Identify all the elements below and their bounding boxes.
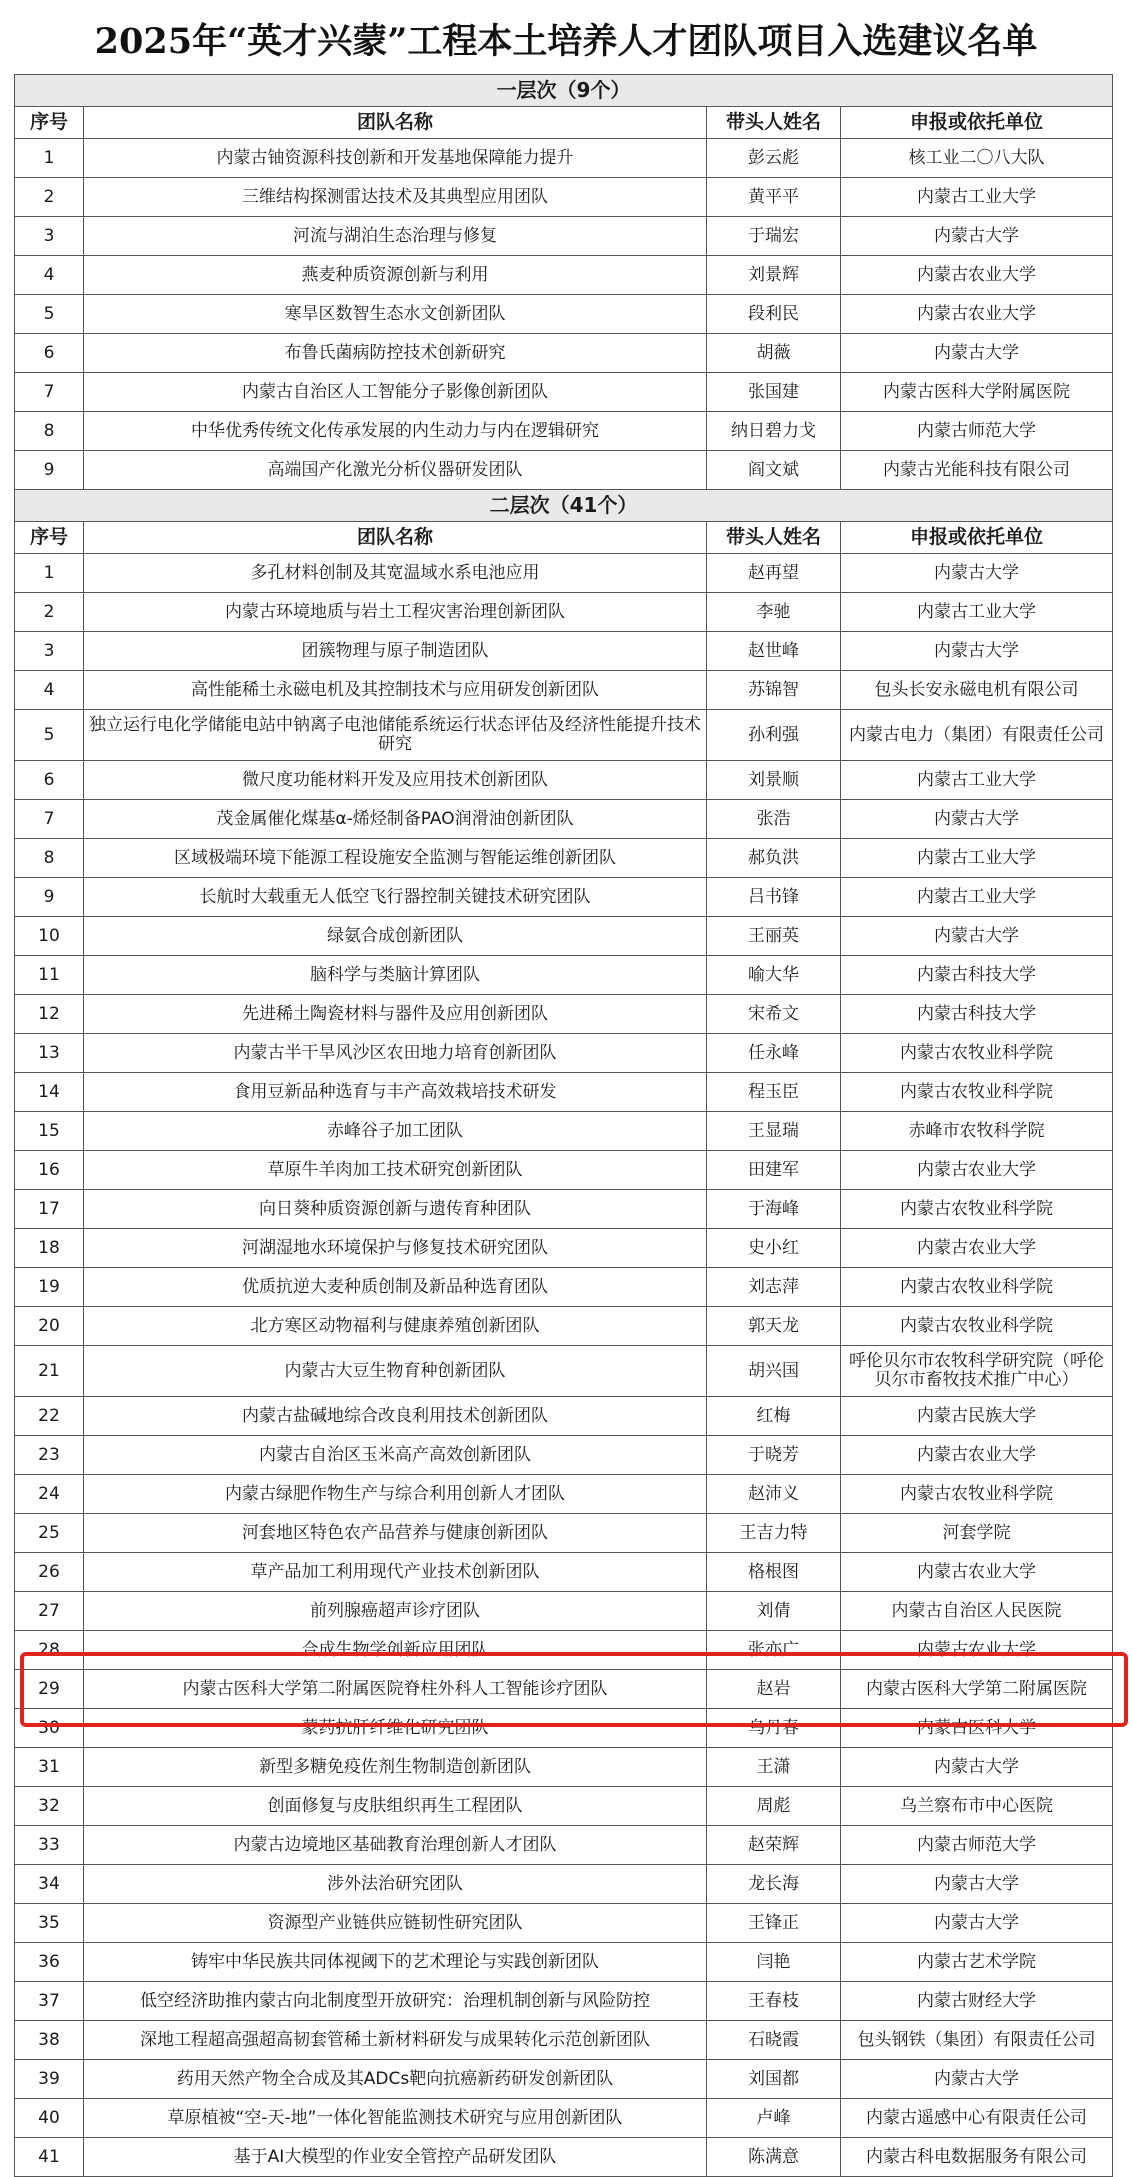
row-number: 29 [15, 1670, 84, 1709]
row-number: 30 [15, 1709, 84, 1748]
row-number: 41 [15, 2138, 84, 2177]
row-number: 34 [15, 1865, 84, 1904]
table-row [15, 1631, 1113, 1670]
row-number: 28 [15, 1631, 84, 1670]
team-name: 长航时大载重无人低空飞行器控制关键技术研究团队 [84, 878, 707, 917]
leader-name: 胡兴国 [707, 1346, 841, 1397]
team-name: 铸牢中华民族共同体视阈下的艺术理论与实践创新团队 [84, 1943, 707, 1982]
row-number: 11 [15, 956, 84, 995]
row-number: 14 [15, 1073, 84, 1112]
table-row [15, 1592, 1113, 1631]
leader-name: 孙利强 [707, 710, 841, 761]
table-row [15, 1748, 1113, 1787]
page-title: 2025年“英才兴蒙”工程本土培养人才团队项目入选建议名单 [94, 21, 1038, 62]
unit-name: 内蒙古师范大学 [841, 412, 1113, 451]
leader-name: 于海峰 [707, 1190, 841, 1229]
table-row [15, 2138, 1113, 2177]
section-row [15, 490, 1113, 522]
row-number: 6 [15, 761, 84, 800]
leader-name: 阎文斌 [707, 451, 841, 490]
team-name: 涉外法治研究团队 [84, 1865, 707, 1904]
table-row [15, 1034, 1113, 1073]
team-name: 中华优秀传统文化传承发展的内生动力与内在逻辑研究 [84, 412, 707, 451]
table-row [15, 1073, 1113, 1112]
row-number: 1 [15, 554, 84, 593]
leader-name: 王吉力特 [707, 1514, 841, 1553]
unit-name: 包头钢铁（集团）有限责任公司 [841, 2021, 1113, 2060]
table-row [15, 1787, 1113, 1826]
leader-name: 赵再望 [707, 554, 841, 593]
row-number: 3 [15, 217, 84, 256]
unit-name: 内蒙古工业大学 [841, 761, 1113, 800]
table-row [15, 139, 1113, 178]
team-name: 资源型产业链供应链韧性研究团队 [84, 1904, 707, 1943]
team-name: 团簇物理与原子制造团队 [84, 632, 707, 671]
table-row [15, 256, 1113, 295]
leader-name: 刘志萍 [707, 1268, 841, 1307]
table-row [15, 1397, 1113, 1436]
row-number: 2 [15, 178, 84, 217]
row-number: 6 [15, 334, 84, 373]
leader-name: 程玉臣 [707, 1073, 841, 1112]
unit-name: 内蒙古农牧业科学院 [841, 1190, 1113, 1229]
leader-name: 李驰 [707, 593, 841, 632]
unit-name: 内蒙古农业大学 [841, 1553, 1113, 1592]
row-number: 2 [15, 593, 84, 632]
table-row [15, 995, 1113, 1034]
team-name: 独立运行电化学储能电站中钠离子电池储能系统运行状态评估及经济性能提升技术研究 [84, 710, 707, 761]
leader-name: 黄平平 [707, 178, 841, 217]
team-name: 河流与湖泊生态治理与修复 [84, 217, 707, 256]
team-name: 基于AI大模型的作业安全管控产品研发团队 [84, 2138, 707, 2177]
unit-name: 内蒙古科技大学 [841, 956, 1113, 995]
leader-name: 田建军 [707, 1151, 841, 1190]
team-name: 寒旱区数智生态水文创新团队 [84, 295, 707, 334]
team-name: 内蒙古半干旱风沙区农田地力培育创新团队 [84, 1034, 707, 1073]
table-row [15, 1943, 1113, 1982]
team-name: 高性能稀土永磁电机及其控制技术与应用研发创新团队 [84, 671, 707, 710]
row-number: 13 [15, 1034, 84, 1073]
team-name: 前列腺癌超声诊疗团队 [84, 1592, 707, 1631]
row-number: 5 [15, 710, 84, 761]
unit-name: 内蒙古大学 [841, 917, 1113, 956]
row-number: 9 [15, 878, 84, 917]
unit-name: 内蒙古农牧业科学院 [841, 1073, 1113, 1112]
team-name: 绿氨合成创新团队 [84, 917, 707, 956]
row-number: 33 [15, 1826, 84, 1865]
team-name: 内蒙古铀资源科技创新和开发基地保障能力提升 [84, 139, 707, 178]
header-row [15, 522, 1113, 554]
row-number: 40 [15, 2099, 84, 2138]
unit-name: 内蒙古大学 [841, 632, 1113, 671]
table-row [15, 956, 1113, 995]
table-row [15, 1514, 1113, 1553]
leader-name: 卢峰 [707, 2099, 841, 2138]
leader-name: 王丽英 [707, 917, 841, 956]
table-row [15, 761, 1113, 800]
table-row [15, 1982, 1113, 2021]
row-number: 32 [15, 1787, 84, 1826]
row-number: 36 [15, 1943, 84, 1982]
table-row [15, 593, 1113, 632]
leader-name: 段利民 [707, 295, 841, 334]
team-name: 内蒙古自治区人工智能分子影像创新团队 [84, 373, 707, 412]
table-row [15, 334, 1113, 373]
table-row [15, 632, 1113, 671]
unit-name: 内蒙古大学 [841, 1748, 1113, 1787]
team-name: 三维结构探测雷达技术及其典型应用团队 [84, 178, 707, 217]
team-name: 先进稀土陶瓷材料与器件及应用创新团队 [84, 995, 707, 1034]
table-row [15, 1436, 1113, 1475]
leader-name: 胡薇 [707, 334, 841, 373]
table-row [15, 1670, 1113, 1709]
team-name: 向日葵种质资源创新与遗传育种团队 [84, 1190, 707, 1229]
row-number: 22 [15, 1397, 84, 1436]
table-row [15, 1553, 1113, 1592]
table-row [15, 917, 1113, 956]
team-name: 脑科学与类脑计算团队 [84, 956, 707, 995]
row-number: 23 [15, 1436, 84, 1475]
leader-name: 刘国都 [707, 2060, 841, 2099]
leader-name: 赵世峰 [707, 632, 841, 671]
unit-name: 内蒙古民族大学 [841, 1397, 1113, 1436]
leader-name: 闫艳 [707, 1943, 841, 1982]
unit-name: 赤峰市农牧科学院 [841, 1112, 1113, 1151]
team-name: 河套地区特色农产品营养与健康创新团队 [84, 1514, 707, 1553]
unit-name: 乌兰察布市中心医院 [841, 1787, 1113, 1826]
row-number: 27 [15, 1592, 84, 1631]
leader-name: 石晓霞 [707, 2021, 841, 2060]
table-row [15, 2021, 1113, 2060]
leader-name: 郭天龙 [707, 1307, 841, 1346]
table-row [15, 412, 1113, 451]
unit-name: 内蒙古工业大学 [841, 593, 1113, 632]
unit-name: 内蒙古医科大学附属医院 [841, 373, 1113, 412]
header-unit: 申报或依托单位 [841, 107, 1113, 139]
unit-name: 内蒙古财经大学 [841, 1982, 1113, 2021]
row-number: 9 [15, 451, 84, 490]
unit-name: 内蒙古师范大学 [841, 1826, 1113, 1865]
team-name: 内蒙古环境地质与岩土工程灾害治理创新团队 [84, 593, 707, 632]
team-name: 茂金属催化煤基α-烯烃制备PAO润滑油创新团队 [84, 800, 707, 839]
unit-name: 核工业二〇八大队 [841, 139, 1113, 178]
unit-name: 内蒙古农业大学 [841, 1436, 1113, 1475]
team-name: 高端国产化激光分析仪器研发团队 [84, 451, 707, 490]
header-leader: 带头人姓名 [707, 522, 841, 554]
team-name: 多孔材料创制及其宽温域水系电池应用 [84, 554, 707, 593]
section-label: 一层次（9个） [15, 75, 1113, 107]
leader-name: 张亦广 [707, 1631, 841, 1670]
table-row [15, 1904, 1113, 1943]
team-name: 内蒙古绿肥作物生产与综合利用创新人才团队 [84, 1475, 707, 1514]
team-name: 药用天然产物全合成及其ADCs靶向抗癌新药研发创新团队 [84, 2060, 707, 2099]
team-name: 区域极端环境下能源工程设施安全监测与智能运维创新团队 [84, 839, 707, 878]
unit-name: 内蒙古科电数据服务有限公司 [841, 2138, 1113, 2177]
table-row [15, 373, 1113, 412]
team-name: 内蒙古边境地区基础教育治理创新人才团队 [84, 1826, 707, 1865]
row-number: 7 [15, 373, 84, 412]
leader-name: 王锋正 [707, 1904, 841, 1943]
header-leader: 带头人姓名 [707, 107, 841, 139]
leader-name: 宋希文 [707, 995, 841, 1034]
leader-name: 张国建 [707, 373, 841, 412]
table-row [15, 1475, 1113, 1514]
row-number: 31 [15, 1748, 84, 1787]
unit-name: 内蒙古工业大学 [841, 178, 1113, 217]
unit-name: 内蒙古大学 [841, 2060, 1113, 2099]
team-name: 合成生物学创新应用团队 [84, 1631, 707, 1670]
unit-name: 内蒙古农业大学 [841, 1631, 1113, 1670]
team-name: 创面修复与皮肤组织再生工程团队 [84, 1787, 707, 1826]
row-number: 38 [15, 2021, 84, 2060]
row-number: 5 [15, 295, 84, 334]
unit-name: 内蒙古农牧业科学院 [841, 1475, 1113, 1514]
leader-name: 刘景顺 [707, 761, 841, 800]
row-number: 39 [15, 2060, 84, 2099]
unit-name: 内蒙古大学 [841, 800, 1113, 839]
row-number: 35 [15, 1904, 84, 1943]
unit-name: 内蒙古艺术学院 [841, 1943, 1113, 1982]
unit-name: 内蒙古农牧业科学院 [841, 1268, 1113, 1307]
section-label: 二层次（41个） [15, 490, 1113, 522]
row-number: 3 [15, 632, 84, 671]
unit-name: 内蒙古自治区人民医院 [841, 1592, 1113, 1631]
unit-name: 内蒙古农牧业科学院 [841, 1307, 1113, 1346]
table-row [15, 671, 1113, 710]
row-number: 8 [15, 839, 84, 878]
team-name: 内蒙古自治区玉米高产高效创新团队 [84, 1436, 707, 1475]
table-row [15, 2099, 1113, 2138]
leader-name: 喻大华 [707, 956, 841, 995]
table-row [15, 1709, 1113, 1748]
unit-name: 内蒙古工业大学 [841, 878, 1113, 917]
row-number: 4 [15, 256, 84, 295]
team-name: 内蒙古大豆生物育种创新团队 [84, 1346, 707, 1397]
team-name: 优质抗逆大麦种质创制及新品种选育团队 [84, 1268, 707, 1307]
header-no: 序号 [15, 522, 84, 554]
team-name: 赤峰谷子加工团队 [84, 1112, 707, 1151]
leader-name: 郝负洪 [707, 839, 841, 878]
table-row [15, 1190, 1113, 1229]
table-row [15, 1112, 1113, 1151]
leader-name: 乌丹春 [707, 1709, 841, 1748]
leader-name: 赵荣辉 [707, 1826, 841, 1865]
header-team: 团队名称 [84, 107, 707, 139]
table-row [15, 1229, 1113, 1268]
leader-name: 纳日碧力戈 [707, 412, 841, 451]
leader-name: 吕书锋 [707, 878, 841, 917]
table-row [15, 800, 1113, 839]
table-row [15, 1151, 1113, 1190]
unit-name: 内蒙古农牧业科学院 [841, 1034, 1113, 1073]
row-number: 19 [15, 1268, 84, 1307]
table-row [15, 839, 1113, 878]
table-row [15, 178, 1113, 217]
unit-name: 内蒙古科技大学 [841, 995, 1113, 1034]
row-number: 25 [15, 1514, 84, 1553]
unit-name: 内蒙古农业大学 [841, 256, 1113, 295]
leader-name: 于瑞宏 [707, 217, 841, 256]
table-row [15, 1268, 1113, 1307]
team-name: 内蒙古盐碱地综合改良利用技术创新团队 [84, 1397, 707, 1436]
table-row [15, 295, 1113, 334]
leader-name: 赵岩 [707, 1670, 841, 1709]
header-team: 团队名称 [84, 522, 707, 554]
leader-name: 陈满意 [707, 2138, 841, 2177]
team-name: 燕麦种质资源创新与利用 [84, 256, 707, 295]
team-name: 北方寒区动物福利与健康养殖创新团队 [84, 1307, 707, 1346]
unit-name: 包头长安永磁电机有限公司 [841, 671, 1113, 710]
leader-name: 龙长海 [707, 1865, 841, 1904]
unit-name: 内蒙古大学 [841, 1865, 1113, 1904]
team-name: 新型多糖免疫佐剂生物制造创新团队 [84, 1748, 707, 1787]
section-row [15, 75, 1113, 107]
row-number: 7 [15, 800, 84, 839]
team-name: 食用豆新品种选育与丰产高效栽培技术研发 [84, 1073, 707, 1112]
leader-name: 任永峰 [707, 1034, 841, 1073]
row-number: 15 [15, 1112, 84, 1151]
leader-name: 苏锦智 [707, 671, 841, 710]
unit-name: 内蒙古农业大学 [841, 295, 1113, 334]
leader-name: 王显瑞 [707, 1112, 841, 1151]
table-row [15, 2060, 1113, 2099]
table-row [15, 451, 1113, 490]
table-row [15, 554, 1113, 593]
leader-name: 史小红 [707, 1229, 841, 1268]
team-name: 低空经济助推内蒙古向北制度型开放研究：治理机制创新与风险防控 [84, 1982, 707, 2021]
unit-name: 内蒙古农业大学 [841, 1151, 1113, 1190]
team-name: 草原牛羊肉加工技术研究创新团队 [84, 1151, 707, 1190]
unit-name: 内蒙古农业大学 [841, 1229, 1113, 1268]
unit-name: 内蒙古光能科技有限公司 [841, 451, 1113, 490]
table-row [15, 217, 1113, 256]
unit-name: 河套学院 [841, 1514, 1113, 1553]
leader-name: 红梅 [707, 1397, 841, 1436]
row-number: 8 [15, 412, 84, 451]
row-number: 17 [15, 1190, 84, 1229]
leader-name: 张浩 [707, 800, 841, 839]
row-number: 21 [15, 1346, 84, 1397]
selection-list-table [14, 74, 1113, 2177]
team-name: 草产品加工利用现代产业技术创新团队 [84, 1553, 707, 1592]
row-number: 10 [15, 917, 84, 956]
leader-name: 赵沛义 [707, 1475, 841, 1514]
team-name: 蒙药抗肝纤维化研究团队 [84, 1709, 707, 1748]
row-number: 18 [15, 1229, 84, 1268]
row-number: 24 [15, 1475, 84, 1514]
unit-name: 内蒙古大学 [841, 217, 1113, 256]
unit-name: 呼伦贝尔市农牧科学研究院（呼伦贝尔市畜牧技术推广中心） [841, 1346, 1113, 1397]
row-number: 12 [15, 995, 84, 1034]
leader-name: 格根图 [707, 1553, 841, 1592]
unit-name: 内蒙古大学 [841, 1904, 1113, 1943]
team-name: 草原植被“空-天-地”一体化智能监测技术研究与应用创新团队 [84, 2099, 707, 2138]
table-row [15, 1307, 1113, 1346]
table-row [15, 878, 1113, 917]
leader-name: 周彪 [707, 1787, 841, 1826]
leader-name: 刘景辉 [707, 256, 841, 295]
leader-name: 王潇 [707, 1748, 841, 1787]
unit-name: 内蒙古大学 [841, 334, 1113, 373]
leader-name: 彭云彪 [707, 139, 841, 178]
table-row [15, 710, 1113, 761]
team-name: 深地工程超高强超高韧套管稀土新材料研发与成果转化示范创新团队 [84, 2021, 707, 2060]
row-number: 16 [15, 1151, 84, 1190]
unit-name: 内蒙古遥感中心有限责任公司 [841, 2099, 1113, 2138]
row-number: 20 [15, 1307, 84, 1346]
unit-name: 内蒙古医科大学 [841, 1709, 1113, 1748]
team-name: 河湖湿地水环境保护与修复技术研究团队 [84, 1229, 707, 1268]
table-row [15, 1865, 1113, 1904]
table-row [15, 1826, 1113, 1865]
unit-name: 内蒙古电力（集团）有限责任公司 [841, 710, 1113, 761]
leader-name: 于晓芳 [707, 1436, 841, 1475]
header-no: 序号 [15, 107, 84, 139]
row-number: 26 [15, 1553, 84, 1592]
leader-name: 王春枝 [707, 1982, 841, 2021]
row-number: 37 [15, 1982, 84, 2021]
header-unit: 申报或依托单位 [841, 522, 1113, 554]
table-row [15, 1346, 1113, 1397]
team-name: 微尺度功能材料开发及应用技术创新团队 [84, 761, 707, 800]
unit-name: 内蒙古工业大学 [841, 839, 1113, 878]
leader-name: 刘倩 [707, 1592, 841, 1631]
unit-name: 内蒙古医科大学第二附属医院 [841, 1670, 1113, 1709]
team-name: 布鲁氏菌病防控技术创新研究 [84, 334, 707, 373]
unit-name: 内蒙古大学 [841, 554, 1113, 593]
header-row [15, 107, 1113, 139]
team-name: 内蒙古医科大学第二附属医院脊柱外科人工智能诊疗团队 [84, 1670, 707, 1709]
row-number: 1 [15, 139, 84, 178]
row-number: 4 [15, 671, 84, 710]
